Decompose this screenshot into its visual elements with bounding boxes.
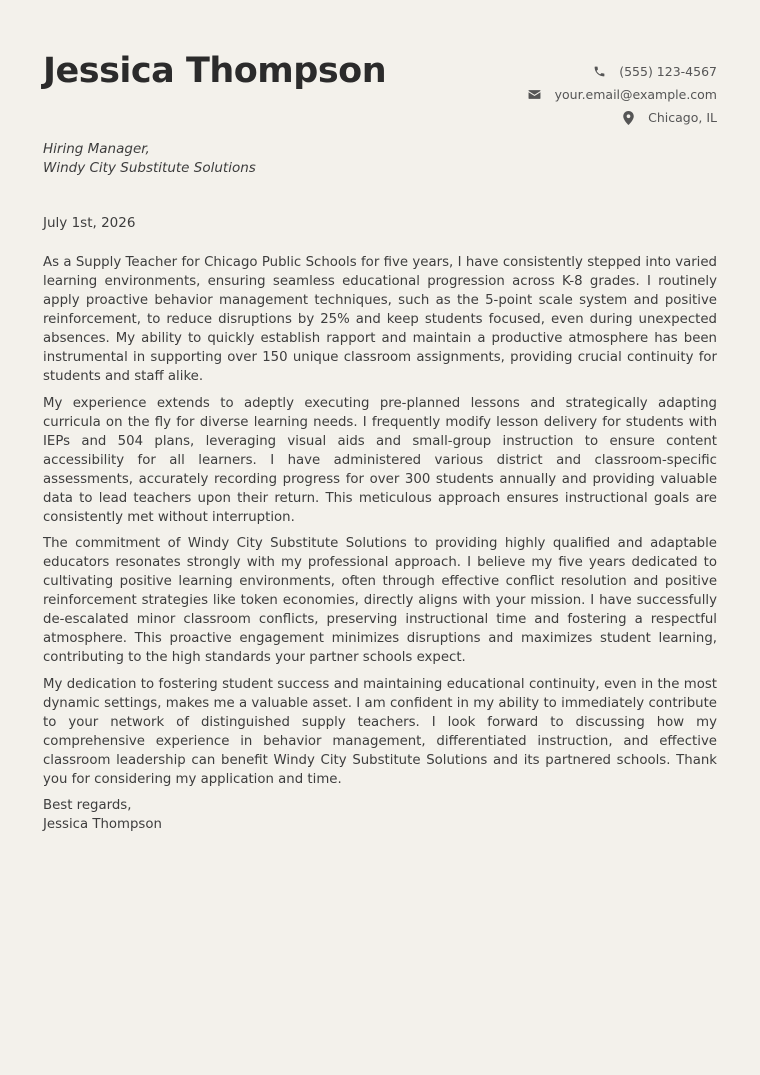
recipient-block xyxy=(43,140,256,178)
closing-block xyxy=(43,796,717,834)
closing-salutation: Best regards, xyxy=(43,798,132,813)
contact-phone xyxy=(527,60,717,83)
body-paragraph-3: The commitment of Windy City Substitute Solutions to providing highly qualified and adaptable educators resonates strongly with my professional approach. I believe my five years dedicated to cultivating positive learning environments, often through effective conflict resolution and positive reinforcement strategies like token economies, directly aligns with your mission. I have successfully de-escalated minor classroom conflicts, preserving instructional time and fostering a respectful atmosphere. This proactive engagement minimizes disruptions and maximizes student learning, contributing to the high standards your partner schools expect. xyxy=(43,536,717,665)
body-paragraph-2: My experience extends to adeptly executing pre-planned lessons and strategically adapting curricula on the fly for diverse learning needs. I frequently modify lesson delivery for students with IEPs and 504 plans, leveraging visual aids and small-group instruction to ensure content accessibility for all learners. I have administered various district and classroom-specific assessments, accurately recording progress for over 300 students annually and providing valuable data to lead teachers upon their return. This meticulous approach ensures instructional goals are consistently met without interruption. xyxy=(43,395,717,525)
letter-date: July 1st, 2026 xyxy=(43,215,136,231)
contact-block xyxy=(527,60,717,129)
map-pin-icon xyxy=(620,110,636,126)
contact-email xyxy=(527,83,717,106)
envelope-icon xyxy=(527,87,543,103)
phone-number: (555) 123-4567 xyxy=(619,64,717,79)
closing-signature: Jessica Thompson xyxy=(43,817,162,832)
recipient-company: Windy City Substitute Solutions xyxy=(43,160,256,176)
recipient-title: Hiring Manager, xyxy=(43,141,150,157)
body-paragraph-4: My dedication to fostering student success and maintaining educational continuity, even in the most dynamic settings, makes me a valuable asset. I am confident in my ability to immediately contribute to your network of distinguished supply teachers. I look forward to discussing how my comprehensive experience in behavior management, differentiated instruction, and effective classroom leadership can benefit Windy City Substitute Solutions and its partnered schools. Thank you for considering my application and time. xyxy=(43,676,717,787)
body-paragraph-1: As a Supply Teacher for Chicago Public Schools for five years, I have consistently stepped into varied learning environments, ensuring seamless educational progression across K-8 grades. I routinely apply proactive behavior management techniques, such as the 5-point scale system and positive reinforcement, to reduce disruptions by 25% and keep students focused, even during unexpected absences. My ability to quickly establish rapport and maintain a productive atmosphere has been instrumental in supporting over 150 unique classroom assignments, providing crucial continuity for students and staff alike. xyxy=(43,255,717,384)
phone-icon xyxy=(591,64,607,80)
email-address: your.email@example.com xyxy=(554,87,717,102)
applicant-name: Jessica Thompson xyxy=(43,51,387,91)
location-text: Chicago, IL xyxy=(648,110,717,125)
letter-body xyxy=(43,253,717,834)
contact-location xyxy=(527,106,717,129)
